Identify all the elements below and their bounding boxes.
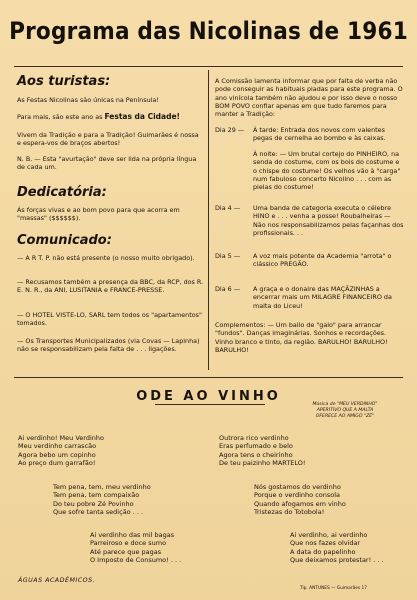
comunicado-heading: Comunicado: [17, 233, 112, 248]
verse-line: Ao preço dum garrafão! [18, 459, 96, 468]
verse-line: Que sofre tanta sedição . . . [53, 508, 144, 517]
verse-line: Tristezas do Totobola! [254, 508, 325, 517]
turistas-p4: N. B. — Esta "avurtação" deve ser lida na própria língua de cada um. [17, 155, 197, 172]
complementos: Complementos: — Um bailo de "galo" para arrancar "fundos". Danças imaginárias. Sonhos e recordações. Vinho branco e tinto, da região. BARULHO! BARULHO! BARULHO! [215, 321, 388, 354]
dedicatoria-heading: Dedicatória: [17, 185, 107, 200]
comunicado-item: — Recusamos também a presença da BBC, da RCP, dos R. E. N. R., da ANI, LUSITANIA e FRANCE-PRESSE. [17, 278, 204, 295]
comunicado-item: — Os Transportes Municipalizados (via Covas — Lapinha) não se responsabilizam pela falta de . . . ligações. [17, 337, 200, 354]
day-label: Dia 29 — [215, 126, 245, 134]
verse-line: De teu paizinho MARTELO! [219, 459, 306, 468]
verse-stanza [219, 434, 306, 468]
verse-line: Tem pena, tem, meu verdinho [53, 483, 151, 491]
verse-line: Ai verdinho das mil bagas [90, 531, 175, 539]
verse-line: Agora bebo um copinho [18, 450, 96, 459]
verse-line: Meu verdinho carrascão [18, 442, 97, 451]
verse-line: Até parece que pagas [90, 547, 162, 556]
comunicado-item: — O HOTEL VISTE-LO, SARL tem todos os "apartamentos" tomados. [17, 311, 202, 328]
turistas-p3: Vivem da Tradição e para a Tradição! Guimarães é nossa e espera-vos de braços abertos! [17, 131, 199, 148]
verse-line: O Imposto de Consumo! . . . [90, 556, 182, 565]
verse-line: Nós gostamos do verdinho [254, 483, 341, 491]
dedicatoria-p1: Às forças vivas e ao bom povo para que acorra em "massas" ($$$$$$). [17, 206, 180, 223]
verse-stanza [18, 434, 104, 468]
verse-line: Que deixamos protestar! . . . [290, 556, 384, 565]
verse-stanza [290, 531, 384, 565]
day-label: Dia 5 — [215, 252, 241, 260]
turistas-p1: As Festas Nicolinas são únicas na Península! [17, 96, 159, 104]
ode-title: ODE AO VINHO [136, 389, 281, 404]
day-text: Uma banda de categoria executa o célebre HINO e . . . venha a posse! Roubalheiras — Não nos responsabilizamos pelas façanhas dos profissionais. . . [253, 204, 404, 237]
day-text: À noite: — Um brutal cortejo do PINHEIRO, na senda do costume, com os bois do costume e o chispe do costume! Os velhos vão à "carga" num fabuloso concerto Nicolino . . . com as pielas do costume! [253, 150, 401, 192]
right-intro: A Comissão lamenta informar que por falta de verba não pode conseguir as habituais piadas para este programa. O ano vinícola também não ajudou e por isso deve o nosso BOM POVO confiar apenas em que tudo faremos para manter a Tradição: [215, 77, 403, 119]
day-text: A voz mais potente da Academia "arrota" o clássico PREGÃO. [253, 252, 392, 269]
music-line: APERITIVO QUE A MALTA [316, 408, 374, 413]
turistas-heading: Aos turistas: [17, 74, 111, 89]
verse-line: Outrora rico verdinho [219, 434, 289, 442]
footer-signature: ÁGUAS ACADÉMICOS. [18, 577, 96, 584]
turistas-p2-text: Para mais, são este ano as [17, 113, 105, 121]
ode-underline [155, 404, 265, 405]
printer-credit: Tip. ANTUNES — Guimarães 17 [300, 586, 367, 591]
music-line: OFERECE AO AMIGO "ZÉ" [315, 414, 375, 419]
verse-line: Porque o verdinho consola [254, 491, 341, 500]
festas-cidade: Festas da Cidade! [104, 112, 180, 121]
verse-line: Eras perfumado e belo [219, 442, 293, 451]
column-divider [208, 70, 209, 370]
middle-divider [14, 377, 403, 378]
turistas-p2 [17, 113, 204, 121]
verse-stanza [90, 531, 181, 565]
comunicado-item: — A R T. P. não está presente (o nosso muito obrigado). [17, 254, 195, 262]
page-title: Programa das Nicolinas de 1961 [9, 17, 408, 45]
day-text: À tarde: Entrada dos novos com valentes pegas de cernelha ao bombo e às caixas. [253, 126, 386, 143]
verse-stanza [53, 483, 151, 517]
top-divider [14, 66, 403, 67]
day-label: Dia 4 — [215, 204, 241, 212]
verse-line: Que nos fazes olvidar [290, 539, 361, 548]
verse-line: Tem pena, tem compaixão [53, 491, 140, 500]
verse-stanza [254, 483, 346, 517]
day-label: Dia 6 — [215, 285, 241, 293]
verse-line: Do teu pobre Zé Povinho [53, 499, 134, 508]
verse-line: Agora tens o cheirinho [219, 450, 293, 459]
verse-line: Quando afogamos em vinho [254, 499, 346, 508]
music-line: Música de "MEU VERDINHO" [312, 402, 378, 407]
day-text: A graça e o donaire das MAÇÃZINHAS a encerrar mais um MILAGRE FINANCEIRO da malta do Liceu! [253, 285, 392, 310]
verse-line: Ai verdinho, ai verdinho [290, 531, 368, 539]
verse-line: Parreiroso e doce sumo [90, 539, 167, 548]
verse-line: Ai verdinho! Meu Verdinho [18, 434, 104, 442]
verse-line: A data do papelinho [290, 547, 356, 556]
music-note [280, 402, 410, 420]
